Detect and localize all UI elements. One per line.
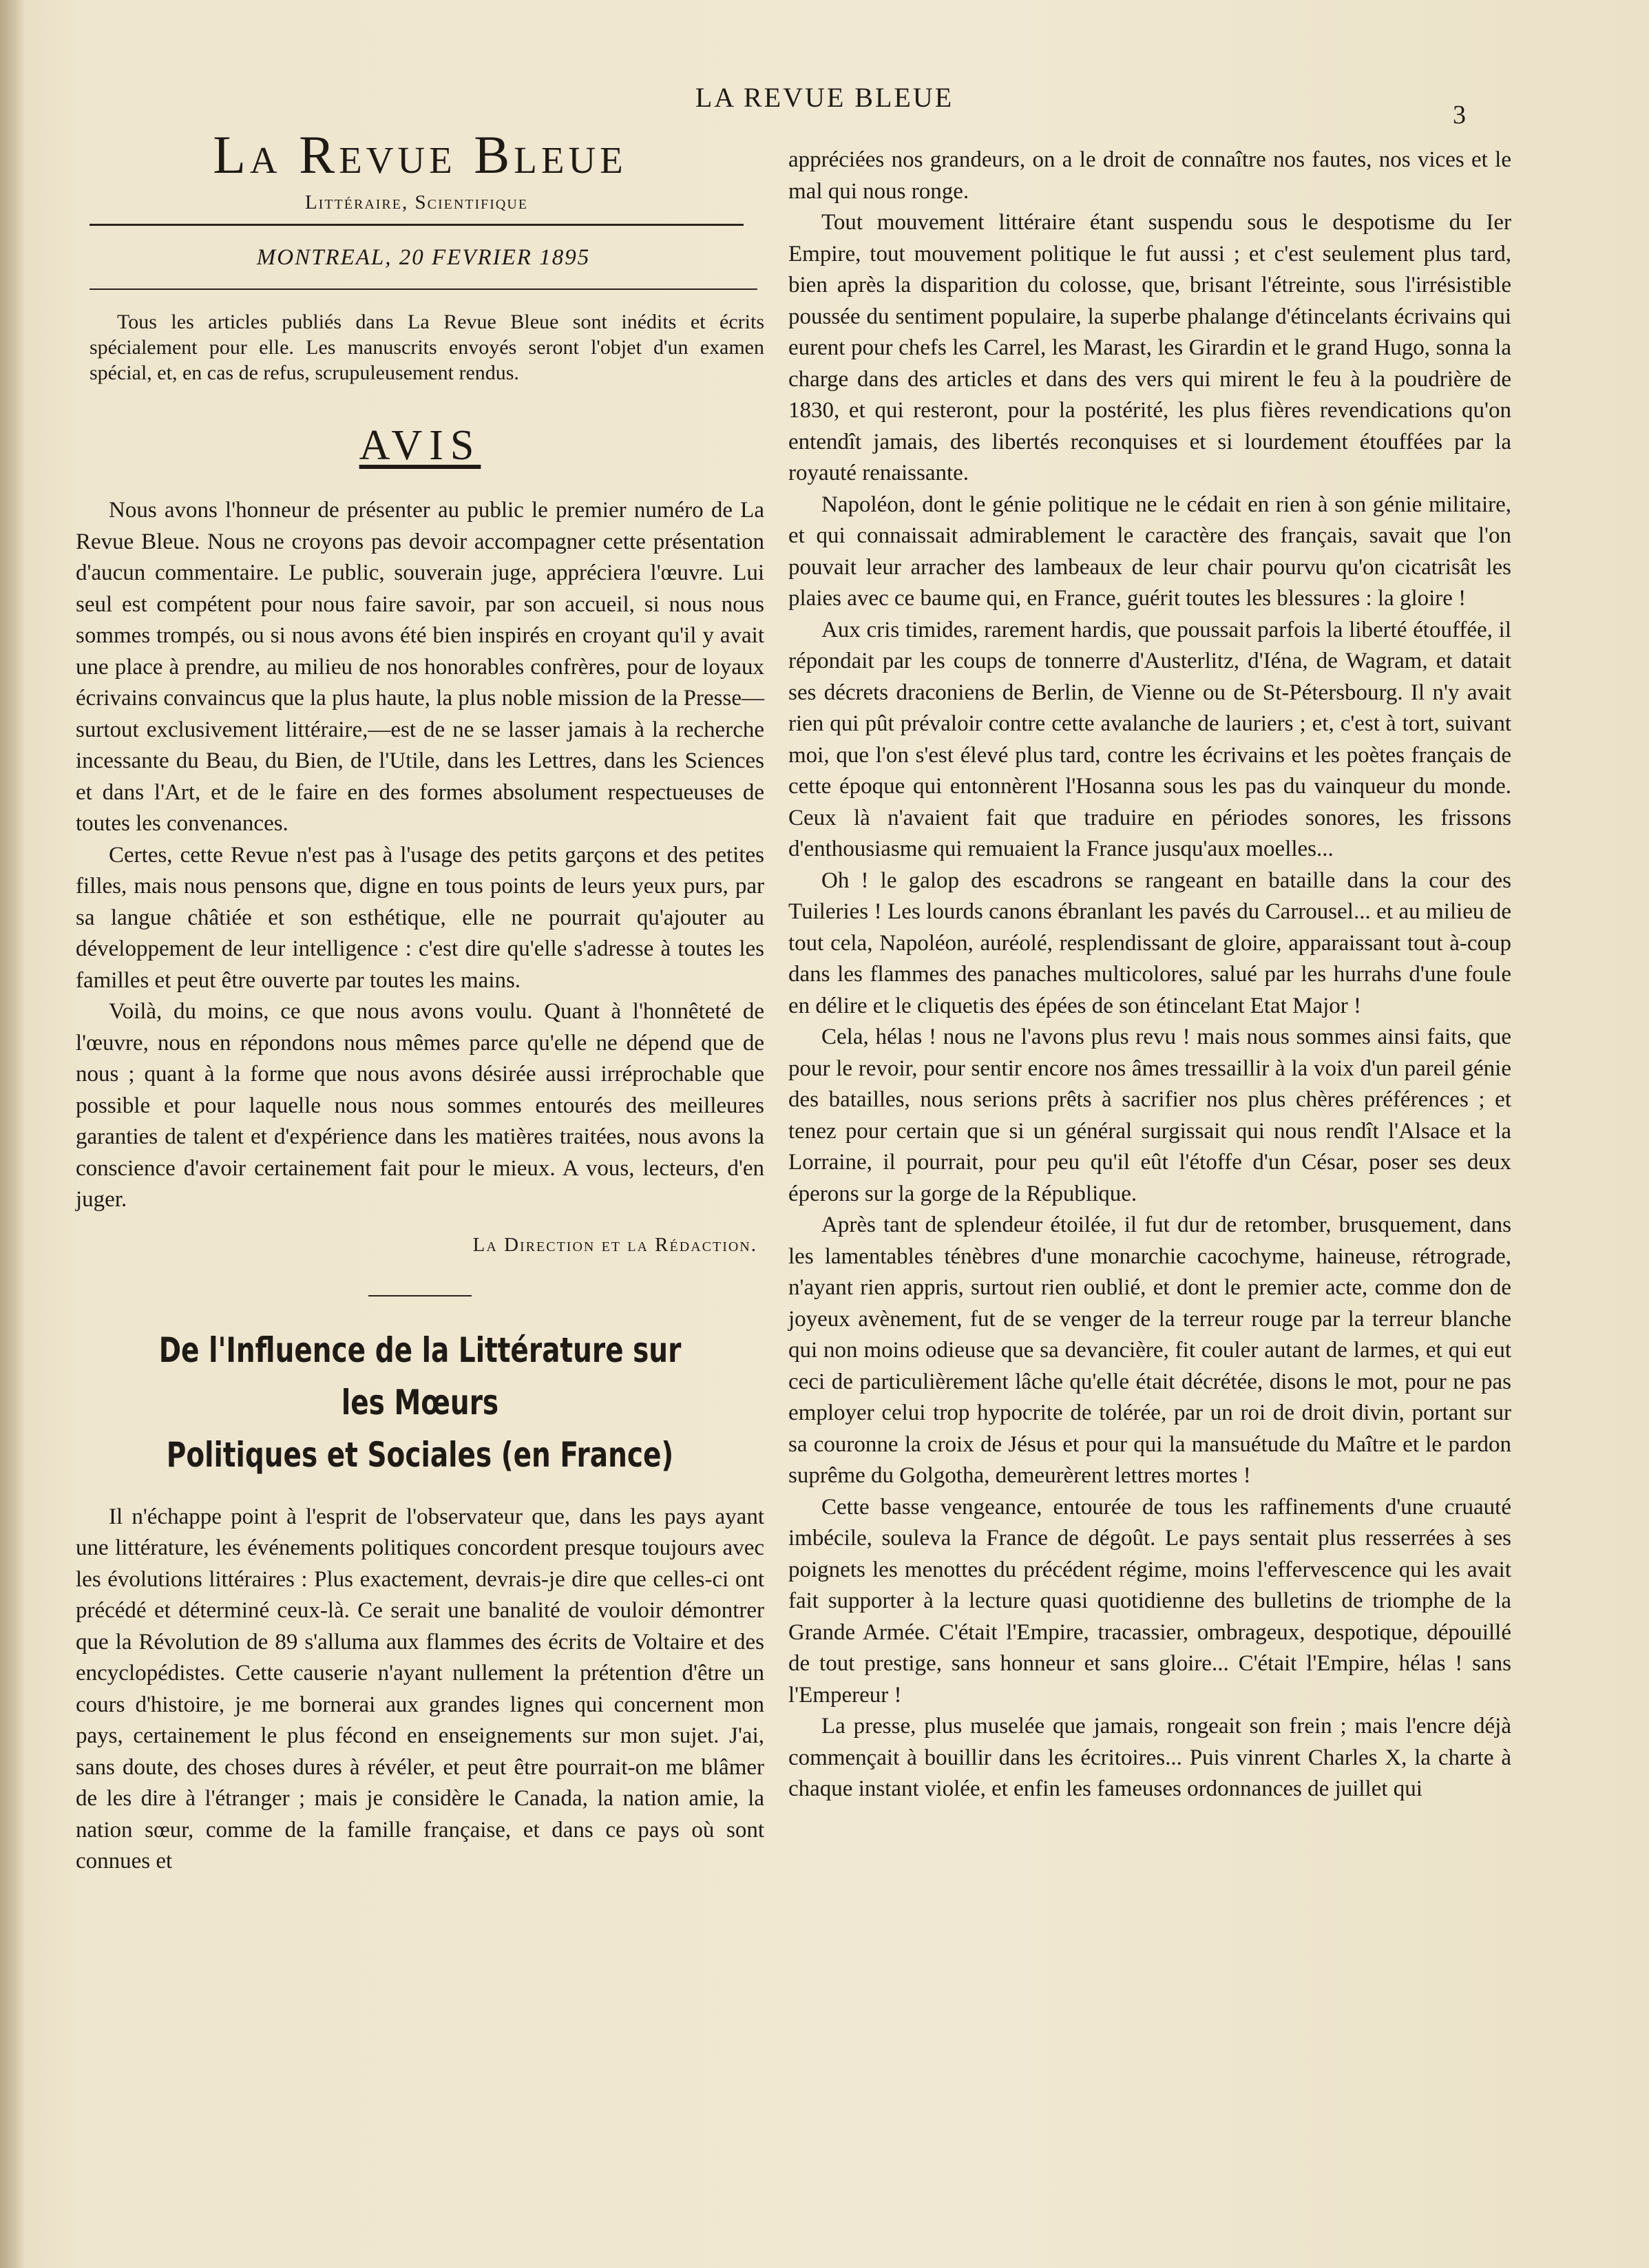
section-divider xyxy=(368,1295,472,1296)
avis-paragraph-1: Nous avons l'honneur de présenter au public le premier numéro de La Revue Bleue. Nous ne croyons pas devoir accompagner cette présentation d'aucun commentaire. Le public, souverain juge, appréciera l'œuvre. Lui seul est compétent pour nous faire savoir, par son accueil, si nous nous sommes trompés, ou si nous avons été bien inspirés en croyant qu'il y avait une place à prendre, au milieu de nos honorables confrères, pour de loyaux écrivains convaincus que la plus haute, la plus noble mission de la Presse—surtout exclusivement littéraire,—est de ne se lasser jamais à la recherche incessante du Beau, du Bien, de l'Utile, dans les Lettres, dans les Sciences et dans l'Art, et de le faire en des formes absolument respectueuses de toutes les convenances. xyxy=(76,498,764,836)
left-column xyxy=(69,124,771,1878)
editorial-notice: Tous les articles publiés dans La Revue Bleue sont inédits et écrits spécialement pour elle. Les manuscrits envoyés seront l'objet d'un examen spécial, et, en cas de refus, scrupuleusement rendus. xyxy=(90,311,764,384)
article-title-line-1: De l'Influence de la Littérature sur les Mœurs xyxy=(158,1330,682,1422)
running-head: LA REVUE BLEUE xyxy=(695,82,954,113)
binding-shadow xyxy=(0,0,25,2268)
page-number: 3 xyxy=(1453,101,1466,129)
avis-paragraph-3: Voilà, du moins, ce que nous avons voulu. Quant à l'honnêteté de l'œuvre, nous en répondons nous mêmes parce qu'elle ne dépend que de nous ; quant à la forme que nous avons désirée aussi irréprochable que possible et pour laquelle nous nous sommes entourés des meilleures garanties de talent et d'expérience dans les matières traitées, nous avons la conscience d'avoir certainement fait pour le mieux. A vous, lecteurs, d'en juger. xyxy=(76,999,764,1212)
article-title xyxy=(146,1324,694,1481)
article-paragraph-right-8: Cette basse vengeance, entourée de tous les raffinements d'une cruauté imbécile, souleva la France de dégoût. Le pays sentait plus resserrées à ses poignets les menottes du précédent régime, moins l'effervescence qui les avait fait supporter à la lecture quasi quotidienne des bulletins de triomphe de la Grande Armée. C'était l'Empire, tracassier, ombrageux, despotique, dépouillé de tout prestige, sans honneur et sans gloire... C'était l'Empire, hélas ! sans l'Empereur ! xyxy=(788,1494,1511,1708)
avis-paragraph-2: Certes, cette Revue n'est pas à l'usage des petits garçons et des petites filles, mais nous pensons que, digne en tous points de leurs yeux purs, par sa langue châtiée et son esthétique, elle ne pourrait qu'ajouter au développement de leur intelligence : c'est dire qu'elle s'adresse à toutes les familles et peut être ouverte par toutes les mains. xyxy=(76,842,764,993)
article-paragraph-right-7: Après tant de splendeur étoilée, il fut dur de retomber, brusquement, dans les lamentables ténèbres d'une monarchie cacochyme, haineuse, rétrograde, n'ayant rien appris, surtout rien oublié, et dont le premier acte, comme don de joyeux avènement, fut de se venger de la terreur rouge par la terreur blanche qui non moins odieuse que sa devancière, fit couler autant de larmes, et qui eut ceci de particulièrement lâche qu'elle était décrétée, disons le mot, pour ne pas employer celui trop hypocrite de tolérée, par un roi de droit divin, portant sur sa couronne la croix de Jésus et pour qui la mansuétude du Maître et le pardon suprême du Golgotha, demeurèrent lettres mortes ! xyxy=(788,1212,1511,1488)
article-paragraph-right-5: Oh ! le galop des escadrons se rangeant en bataille dans la cour des Tuileries ! Les lourds canons ébranlant les pavés du Carrousel... et au milieu de tout cela, Napoléon, auréolé, resplendissant de gloire, apparaissant tout à-coup dans les flammes des panaches multicolores, salué par les hurrahs d'une foule en délire et le cliquetis des épées de son étincelant Etat Major ! xyxy=(788,868,1511,1018)
avis-heading: AVIS xyxy=(359,422,481,469)
article-paragraph-right-4: Aux cris timides, rarement hardis, que poussait parfois la liberté étouffée, il répondait par les coups de tonnerre d'Austerlitz, d'Iéna, de Wagram, et datait ses décrets draconiens de Berlin, de Vienne ou de St-Pétersbourg. Il n'y avait rien qui pût prévaloir contre cette avalanche de lauriers ; et, c'est à tort, suivant moi, que l'on s'est élevé plus tard, contre les écrivains et les poètes français de cette époque qui entonnèrent l'Hosanna sous les pas du vainqueur du monde. Ceux là n'avaient fait que traduire en périodes sonores, les frissons d'enthousiasme qui remuaient la France jusqu'aux moelles... xyxy=(788,617,1511,861)
article-paragraph-right-6: Cela, hélas ! nous ne l'avons plus revu ! mais nous sommes ainsi faits, que pour le revoir, pour sentir encore nos âmes tressaillir à la voix d'un pareil génie des batailles, nous serions prêts à sacrifier nos plus chères préférences ; et tenez pour certain que si un général surgissait qui nous rendît l'Alsace et la Lorraine, il pourrait, pour peu qu'il eût l'étoffe d'un César, poser ses deux éperons sur la gorge de la République. xyxy=(788,1025,1511,1206)
avis-signature: La Direction et la Rédaction. xyxy=(472,1233,757,1256)
masthead-subtitle: Littéraire, Scientifique xyxy=(90,191,744,226)
masthead-title: La Revue Bleue xyxy=(213,125,627,185)
right-column xyxy=(788,145,1511,1805)
article-paragraph-right-2: Tout mouvement littéraire étant suspendu sous le despotisme du Ier Empire, tout mouvement politique le fut aussi ; et c'est seulement plus tard, bien après la disparition du colosse, que, brisant l'étreinte, sous l'irrésistible poussée du sentiment populaire, la superbe phalange d'étincelants écrivains qui eurent pour chefs les Carrel, les Marast, les Girardin et le grand Hugo, sonna la charge dans des articles et dans des vers qui mirent le feu à la poudrière de 1830, et qui resteront, pour la postérité, les plus fières revendications qu'on entendît jamais, des libertés reconquises et si lourdement étouffées par la royauté renaissante. xyxy=(788,210,1511,485)
masthead xyxy=(69,124,771,290)
article-paragraph-right-9: La presse, plus muselée que jamais, rongeait son frein ; mais l'encre déjà commençait à bouillir dans les écritoires... Puis vinrent Charles X, la charte à chaque instant violée, et enfin les fameuses ordonnances de juillet qui xyxy=(788,1714,1511,1801)
article-title-line-2: Politiques et Sociales (en France) xyxy=(166,1434,674,1475)
article-paragraph-left-1: Il n'échappe point à l'esprit de l'observateur que, dans les pays ayant une littérature, les événements politiques concordent presque toujours avec les évolutions littéraires : Plus exactement, devrais-je dire que celles-ci ont précédé et déterminé ceux-là. Ce serait une banalité de vouloir démontrer que la Révolution de 89 s'alluma aux flammes des écrits de Voltaire et des encyclopédistes. Cette causerie n'ayant nullement la prétention d'être un cours d'histoire, je me bornerai aux grandes lignes qui concernent mon pays, certainement le plus fécond en enseignements sur mon sujet. J'ai, sans doute, des choses dures à révéler, et peut être pourrait-on me blâmer de les dire à l'étranger ; mais je considère le Canada, la nation amie, la nation sœur, comme de la famille française, et dans ce pays où sont connues et xyxy=(76,1504,764,1873)
article-paragraph-right-3: Napoléon, dont le génie politique ne le cédait en rien à son génie militaire, et qui connaissait admirablement le caractère des français, savait que l'on pouvait leur arracher des lambeaux de leur chair pourvu qu'on cicatrisât les plaies avec ce baume qui, en France, guérit toutes les blessures : la gloire ! xyxy=(788,492,1511,611)
article-paragraph-right-1: appréciées nos grandeurs, on a le droit de connaître nos fautes, nos vices et le mal qui nous ronge. xyxy=(788,147,1511,204)
dateline: MONTREAL, 20 FEVRIER 1895 xyxy=(90,226,757,290)
